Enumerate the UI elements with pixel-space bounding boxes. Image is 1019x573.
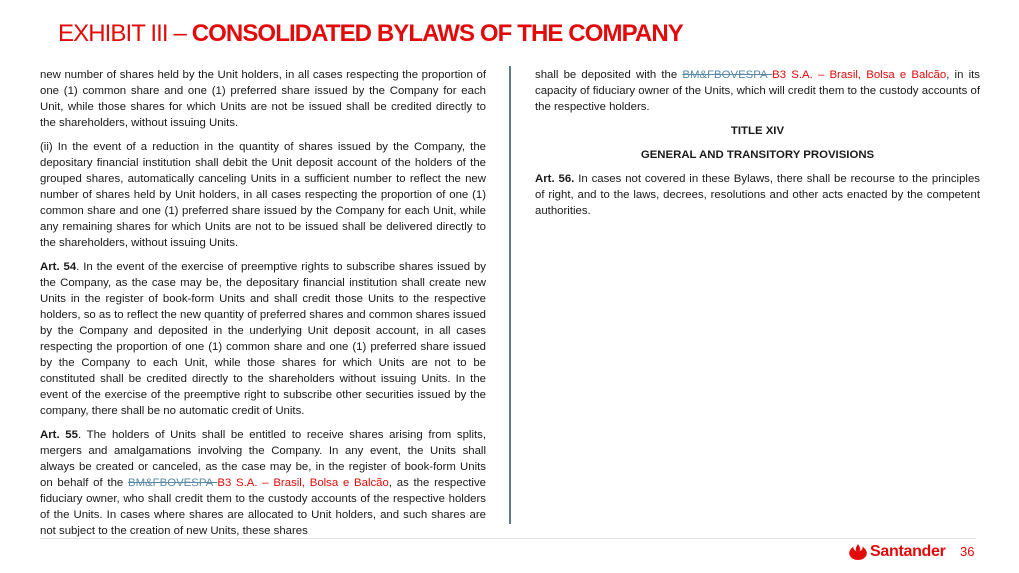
struck-bmfbovespa: BM&FBOVESPA (682, 69, 773, 81)
santander-logo (848, 541, 946, 563)
title-prefix: EXHIBIT III – (58, 20, 192, 47)
right-column (535, 67, 980, 227)
b3-insertion: B3 S.A. – Brasil, Bolsa e Balcão (772, 69, 947, 81)
column-divider (509, 66, 511, 524)
paragraph-shares-deposit (535, 67, 980, 115)
santander-flame-icon (848, 543, 868, 561)
article-54 (40, 259, 486, 419)
provisions-heading: GENERAL AND TRANSITORY PROVISIONS (640, 149, 875, 161)
b3-insertion: B3 S.A. – Brasil, Bolsa e Balcão (217, 477, 389, 489)
title-xiv-heading: TITLE XIV (730, 125, 785, 137)
article-55-text-a: . The holders of Units shall be entitled to receive shares arising from splits, mergers and amalgamations involving the Company. In any event, the Units shall always be created or canceled, as the case may be, in the register of book-form Units on behalf of the (40, 429, 486, 489)
brand-name: Santander (870, 543, 946, 560)
article-55 (40, 427, 486, 539)
left-column (40, 67, 486, 547)
article-54-text: . In the event of the exercise of preemptive rights to subscribe shares issued by the Company, as the case may be, the depositary financial institution shall create new Units in the register of book-form Units and shall credit those Units to the respective holders, so as to reflect the new quantity of preferred shares and common shares issued by the Company and deposited in the underlying Unit deposit account, in all cases respecting the proportion of one (1) common share and one (1) preferred share issued by the Company to each Unit, while those shares for which Units are not to be constituted shall be credited directly to the shareholders without issuing Units. In the event of the exercise of the preemptive right to subscribe other securities issued by the company, there shall be no automatic credit of Units. (40, 261, 486, 417)
article-55-text-b: , as the respective fiduciary owner, who shall credit them to the custody accounts of the respective holders of the Units. In cases where shares are allocated to Unit holders, and such shares are not subject to the creation of new Units, these shares (40, 477, 486, 537)
title-main: CONSOLIDATED BYLAWS OF THE COMPANY (191, 20, 683, 47)
footer-divider (40, 538, 976, 539)
deposit-text-a: shall be deposited with the (535, 69, 683, 81)
article-56-label: Art. 56. (535, 173, 575, 185)
page-number: 36 (960, 544, 975, 559)
page-title (58, 20, 683, 48)
deposit-text-b: , in its capacity of fiduciary owner of the Units, which will credit them to the custody accounts of the respective holders. (535, 69, 980, 113)
paragraph-units-credit: new number of shares held by the Unit holders, in all cases respecting the proportion of one (1) common share and one (1) preferred share issued by the Company for each Unit, while those shares for which Units are not be issued shall be credited directly to the shareholders, without issuing Units. (40, 69, 486, 129)
paragraph-share-reduction: (ii) In the event of a reduction in the quantity of shares issued by the Company, the depositary financial institution shall debit the Unit deposit account of the holders of the grouped shares, automatically canceling Units in a sufficient number to reflect the new number of shares held by Unit holders, in all cases respecting the proportion of one (1) common share and one (1) preferred share issued by the Company for each Unit, while any remaining shares for which Units are not to be issued shall be delivered directly to the shareholders, without issuing Units. (40, 141, 486, 249)
struck-bmfbovespa: BM&FBOVESPA (127, 477, 218, 489)
article-56 (535, 171, 980, 219)
article-54-label: Art. 54 (40, 261, 77, 273)
article-56-text: In cases not covered in these Bylaws, there shall be recourse to the principles of right, and to the laws, decrees, resolutions and other acts enacted by the competent authorities. (535, 173, 980, 217)
article-55-label: Art. 55 (40, 429, 78, 441)
